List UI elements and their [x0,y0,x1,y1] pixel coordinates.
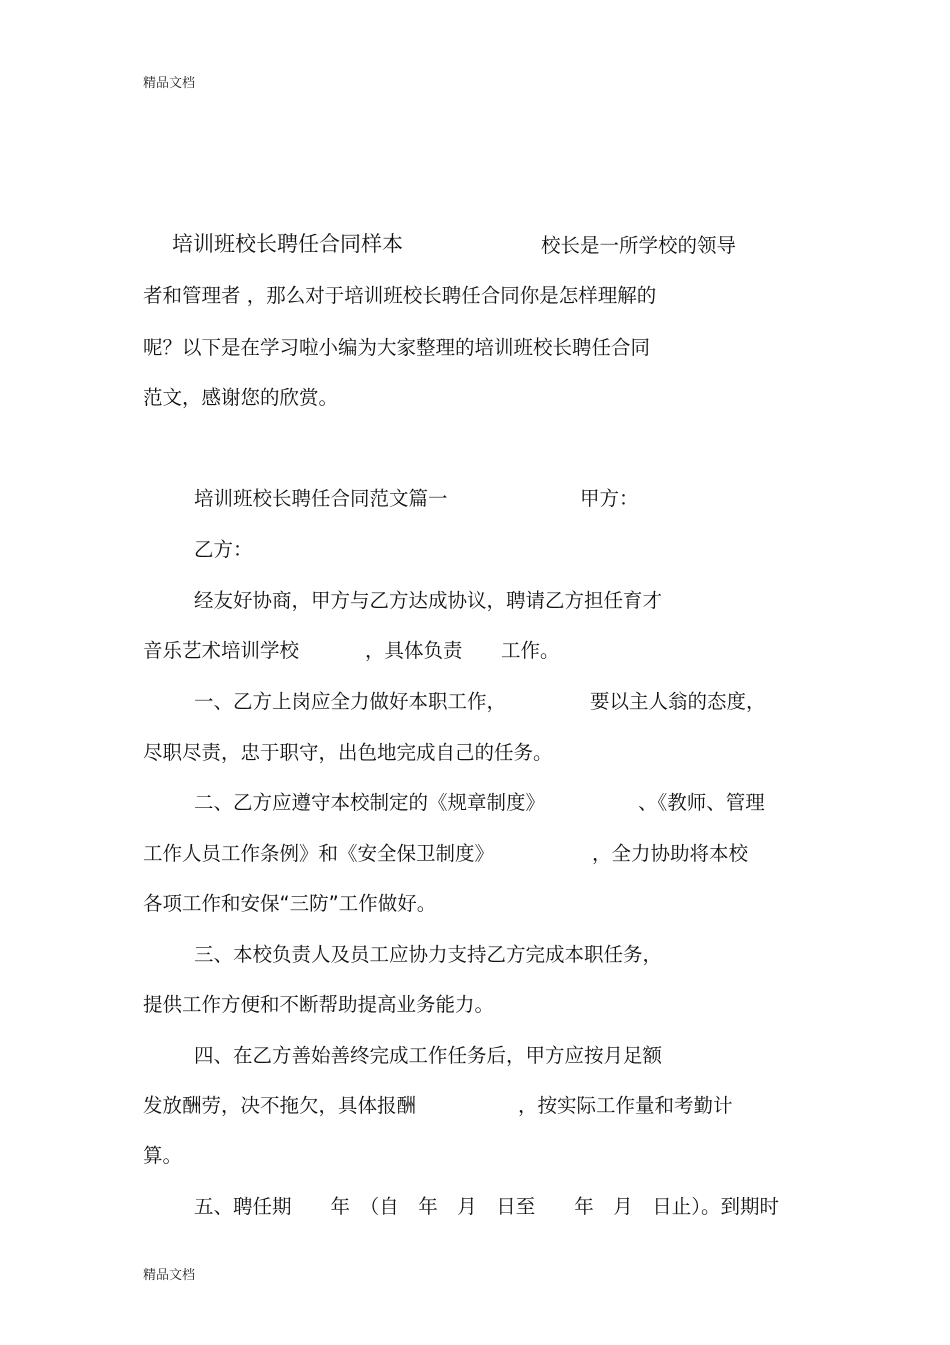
clause-2-line-3: 各项工作和安保“三防”工作做好。 [143,892,437,915]
clause-3-line-2: 提供工作方便和不断帮助提高业务能力。 [143,993,495,1016]
paragraph-1-responsible: ，具体负责 [365,639,463,662]
intro-line-2: 者和管理者 ，那么对于培训班校长聘任合同你是怎样理解的 [143,284,657,307]
clause-4-line-2b: ，按实际工作量和考勤计 [518,1094,733,1117]
clause-2-line-1b: 、《教师、管理 [638,791,765,814]
paragraph-1-line-1: 经友好协商，甲方与乙方达成协议，聘请乙方担任育才 [194,589,663,612]
clause-3-line-1: 三、本校负责人及员工应协力支持乙方完成本职任务， [194,943,663,966]
contract-heading: 培训班校长聘任合同范文篇一 [194,487,448,510]
page-header: 精品文档 [143,76,196,91]
paragraph-1-work: 工作。 [501,639,560,662]
clause-5-line-1: 五、聘任期 年 （自 年 月 日至 年 月 日止）。到期时 [194,1195,780,1218]
paragraph-1-school: 音乐艺术培训学校 [143,639,300,662]
intro-line-4: 范文，感谢您的欣赏。 [143,386,339,409]
clause-2-line-2b: ，全力协助将本校 [592,842,749,865]
party-b-label: 乙方： [194,538,253,561]
intro-line-1: 校长是一所学校的领导 [541,234,737,257]
party-a-label: 甲方： [580,487,639,510]
clause-2-line-2a: 工作人员工作条例》和《安全保卫制度》 [143,842,495,865]
clause-1-line-1b: 要以主人翁的态度， [590,690,766,713]
intro-line-3: 呢？以下是在学习啦小编为大家整理的培训班校长聘任合同 [143,336,651,359]
clause-4-line-2a: 发放酬劳，决不拖欠，具体报酬 [143,1094,417,1117]
page-footer: 精品文档 [143,1268,196,1283]
clause-2-line-1a: 二、乙方应遵守本校制定的《规章制度》 [194,791,546,814]
clause-4-line-3: 算。 [143,1144,183,1167]
clause-1-line-1a: 一、乙方上岗应全力做好本职工作， [194,690,507,713]
clause-1-line-2: 尽职尽责，忠于职守，出色地完成自己的任务。 [143,741,553,764]
clause-4-line-1: 四、在乙方善始善终完成工作任务后，甲方应按月足额 [194,1044,663,1067]
document-title: 培训班校长聘任合同样本 [172,232,403,256]
